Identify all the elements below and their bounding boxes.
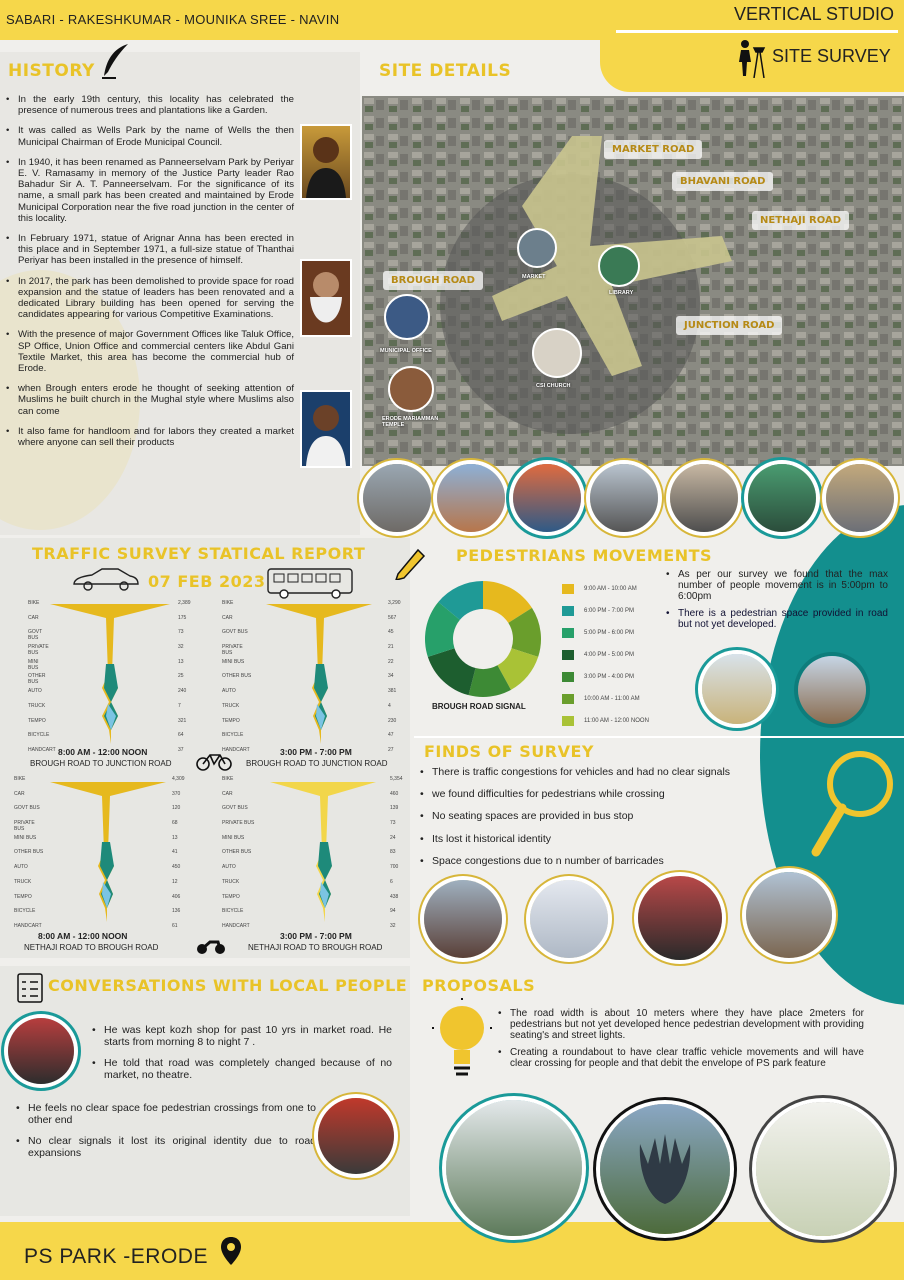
- pie-slice: [428, 648, 476, 695]
- proposal-photo: [446, 1100, 582, 1236]
- road-label: BHAVANI ROAD: [672, 172, 773, 191]
- traffic-title: TRAFFIC SURVEY STATICAL REPORT: [32, 544, 366, 563]
- history-item: • In February 1971, statue of Arignar Anna has been erected in this place and in September 1971, a full-size statue of Thanthai Periyar has been installed in the presence of himself.: [6, 233, 294, 267]
- pedestrian-photo: [798, 656, 866, 724]
- survey-values: 5,354 460 139 73 24 83 700 6 438 94 32: [390, 776, 403, 929]
- location-pin-icon: [220, 1236, 242, 1271]
- conversation-list-2: [16, 1102, 316, 1168]
- conversations-title: CONVERSATIONS WITH LOCAL PEOPLE: [48, 976, 408, 995]
- site-survey-title: SITE SURVEY: [772, 46, 891, 66]
- site-photo: [513, 464, 581, 532]
- history-item: • With the presence of major Government Offices like Taluk Office, SP Office, Union Office and commercial centers like Abdul Gani Textile Market, this area has become the commercial hub of Erode.: [6, 329, 294, 374]
- conversation-item: • He feels no clear space foe pedestrian crossings from one to other end: [16, 1102, 316, 1126]
- site-photo: [363, 464, 431, 532]
- conversation-photo: [8, 1018, 74, 1084]
- history-item: • It also fame for handloom and for labors they created a market where anyone can sell their products: [6, 426, 294, 448]
- history-item: • In 2017, the park has been demolished to provide space for road expansion and the statue of leaders has been renovated and a dedicated Library building has been opened for serving the candidates appearing for various Competitive Examinations.: [6, 276, 294, 321]
- site-photo: [748, 464, 816, 532]
- legend-swatch: [562, 606, 574, 616]
- legend-swatch: [562, 672, 574, 682]
- legend-label: 5:00 PM - 6:00 PM: [584, 630, 635, 636]
- pencil-icon: [394, 544, 428, 585]
- survey-categories: BIKE CAR GOVT BUS PRIVATE BUS MINI BUS OTHER BUS AUTO TRUCK TEMPO BICYCLE HANDCART: [28, 600, 56, 753]
- history-list: [6, 94, 294, 457]
- proposals-list: [498, 1008, 864, 1078]
- finds-divider: [414, 736, 904, 738]
- bicycle-icon: [196, 751, 232, 776]
- conversation-photo: [318, 1098, 394, 1174]
- survey-shape: [266, 604, 376, 754]
- road-label: MARKET ROAD: [604, 140, 702, 159]
- finds-list: [420, 767, 800, 878]
- pedestrian-note: • There is a pedestrian space provided in road but not yet developed.: [666, 608, 888, 630]
- history-item: • when Brough enters erode he thought of seeking attention of Muslims he built church in the Mughal style where Muslims also can come: [6, 383, 294, 417]
- survey-shape: [270, 782, 380, 932]
- survey-block-3: [0, 776, 200, 929]
- finds-photo: [424, 880, 502, 958]
- history-title: HISTORY: [8, 61, 95, 81]
- pedestrian-donut-chart: [424, 580, 542, 698]
- legend-label: 6:00 PM - 7:00 PM: [584, 608, 635, 614]
- finds-photo: [746, 872, 832, 958]
- conversation-list-1: [92, 1024, 392, 1090]
- survey-route: BROUGH ROAD TO JUNCTION ROAD: [246, 759, 388, 768]
- checklist-icon: [16, 970, 44, 1009]
- legend-item: [562, 710, 649, 732]
- proposal-item: • The road width is about 10 meters where they have place 2meters for pedestrians but not yet developed hence pedestrian development with providing seating's and street lights.: [498, 1008, 864, 1041]
- hands-icon: [600, 1104, 730, 1234]
- survey-time: 8:00 AM - 12:00 NOON: [58, 747, 148, 757]
- traffic-date: 07 FEB 2023: [148, 572, 266, 591]
- survey-route: NETHAJI ROAD TO BROUGH ROAD: [248, 943, 383, 952]
- proposal-photo: [600, 1104, 730, 1234]
- surveyor-icon: [736, 38, 766, 78]
- car-icon: [70, 566, 140, 597]
- header-rule: [616, 30, 898, 33]
- place-label: CSI CHURCH: [536, 383, 571, 389]
- legend-label: 11:00 AM - 12:00 NOON: [584, 718, 649, 724]
- conversation-item: • He told that road was completely changed because of no market, no theatre.: [92, 1057, 392, 1081]
- footer-title: PS PARK -ERODE: [24, 1245, 208, 1268]
- proposal-item: • Creating a roundabout to have clear traffic vehicle movements and will have clear crossing for people and that debit the envelope of PS park feature: [498, 1047, 864, 1069]
- place-photo-municipal: [384, 294, 430, 340]
- legend-label: 3:00 PM - 4:00 PM: [584, 674, 635, 680]
- finds-item: • No seating spaces are provided in bus stop: [420, 811, 800, 822]
- place-photo-market: [517, 228, 557, 268]
- legend-item: [562, 666, 649, 688]
- road-label: JUNCTION ROAD: [676, 316, 782, 335]
- survey-shape: [50, 782, 170, 932]
- site-photo: [826, 464, 894, 532]
- history-item: • It was called as Wells Park by the name of Wells the then Municipal Chairman of Erode Municipal Council.: [6, 125, 294, 147]
- studio-title: VERTICAL STUDIO: [734, 4, 895, 24]
- quill-icon: [100, 42, 132, 85]
- place-label: ERODE MARIAMMAN TEMPLE: [382, 416, 439, 428]
- portrait-wells: [300, 124, 352, 200]
- legend-swatch: [562, 650, 574, 660]
- legend-swatch: [562, 694, 574, 704]
- finds-photo: [530, 880, 608, 958]
- finds-item: • Space congestions due to n number of barricades: [420, 856, 800, 867]
- pedestrian-legend: [562, 578, 649, 732]
- site-photo: [437, 464, 505, 532]
- site-details-title: SITE DETAILS: [379, 61, 512, 81]
- survey-block-4: [206, 776, 406, 929]
- legend-label: 9:00 AM - 10:00 AM: [584, 586, 637, 592]
- survey-values: 2,389 175 73 32 13 25 240 7 321 64 37: [178, 600, 191, 753]
- history-item: • In 1940, it has been renamed as Panneerselvam Park by Periyar E. V. Ramasamy in memory of the Justice Party leader Rao Bahadur Sir A. T. Panneerselvam. For the significance of its name, a small park has been created and maintained by Erode Municipal Corporation near the five road junction in the center of this locality.: [6, 157, 294, 224]
- magnifier-icon: [806, 744, 902, 865]
- conversation-item: • He was kept kozh shop for past 10 yrs in market road. He starts from morning 8 to night 7 .: [92, 1024, 392, 1048]
- proposal-photo: [756, 1102, 890, 1236]
- road-label: NETHAJI ROAD: [752, 211, 849, 230]
- place-label: LIBRARY: [609, 290, 634, 296]
- survey-categories: BIKE CAR GOVT BUS PRIVATE BUS MINI BUS OTHER BUS AUTO TRUCK TEMPO BICYCLE HANDCART: [222, 776, 255, 929]
- survey-time: 3:00 PM - 7:00 PM: [280, 931, 352, 941]
- survey-time: 8:00 AM - 12:00 NOON: [38, 931, 128, 941]
- finds-title: FINDS OF SURVEY: [424, 742, 594, 761]
- legend-item: [562, 622, 649, 644]
- legend-item: [562, 600, 649, 622]
- legend-label: 10:00 AM - 11:00 AM: [584, 696, 640, 702]
- place-photo-church: [532, 328, 582, 378]
- team-names: SABARI - RAKESHKUMAR - MOUNIKA SREE - NAVIN: [6, 12, 340, 27]
- history-item: • In the early 19th century, this locality has celebrated the presence of numerous trees and plantations like a Garden.: [6, 94, 294, 116]
- survey-values: 3,290 567 45 21 22 34 381 4 230 47 27: [388, 600, 401, 753]
- finds-item: • There is traffic congestions for vehicles and had no clear signals: [420, 767, 800, 778]
- portrait-periyar: [300, 259, 352, 337]
- legend-swatch: [562, 584, 574, 594]
- place-label: MARKET: [522, 274, 546, 280]
- finds-item: • Its lost it historical identity: [420, 834, 800, 845]
- legend-swatch: [562, 628, 574, 638]
- legend-item: [562, 688, 649, 710]
- road-label: BROUGH ROAD: [383, 271, 483, 290]
- finds-photo: [638, 876, 722, 960]
- survey-route: BROUGH ROAD TO JUNCTION ROAD: [30, 759, 172, 768]
- place-photo-library: [598, 245, 640, 287]
- pedestrian-note: • As per our survey we found that the max number of people movement is in 5:00pm to 6:00pm: [666, 569, 888, 602]
- survey-values: 4,309 370 120 68 13 41 450 12 406 136 61: [172, 776, 185, 929]
- motorbike-icon: [196, 937, 226, 960]
- pedestrians-title: PEDESTRIANS MOVEMENTS: [456, 546, 713, 565]
- survey-shape: [50, 604, 172, 754]
- finds-item: • we found difficulties for pedestrians while crossing: [420, 789, 800, 800]
- place-label: MUNICIPAL OFFICE: [380, 348, 432, 354]
- place-photo-temple: [388, 366, 434, 412]
- pie-chart-title: BROUGH ROAD SIGNAL: [432, 702, 526, 711]
- site-photo: [590, 464, 658, 532]
- legend-item: [562, 644, 649, 666]
- survey-categories: BIKE CAR GOVT BUS PRIVATE BUS MINI BUS OTHER BUS AUTO TRUCK TEMPO BICYCLE HANDCART: [14, 776, 44, 929]
- survey-route: NETHAJI ROAD TO BROUGH ROAD: [24, 943, 159, 952]
- portrait-anna: [300, 390, 352, 468]
- lightbulb-icon: [432, 998, 492, 1087]
- site-photo: [670, 464, 738, 532]
- pedestrian-photo: [702, 654, 772, 724]
- survey-categories: BIKE CAR GOVT BUS PRIVATE BUS MINI BUS OTHER BUS AUTO TRUCK TEMPO BICYCLE HANDCART: [222, 600, 252, 753]
- legend-item: [562, 578, 649, 600]
- survey-time: 3:00 PM - 7:00 PM: [280, 747, 352, 757]
- conversation-item: • No clear signals it lost its original identity due to road expansions: [16, 1135, 316, 1159]
- proposals-title: PROPOSALS: [422, 976, 536, 995]
- pedestrian-notes: [666, 569, 888, 639]
- legend-swatch: [562, 716, 574, 726]
- conversations-panel: [0, 966, 410, 1216]
- legend-label: 4:00 PM - 5:00 PM: [584, 652, 635, 658]
